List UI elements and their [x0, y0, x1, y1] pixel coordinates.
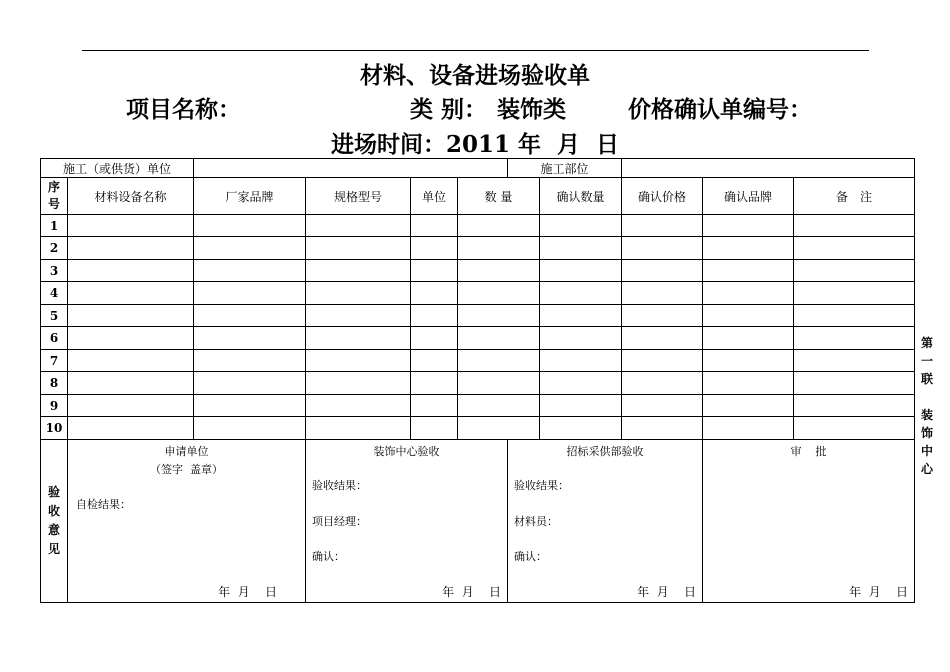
table-row — [41, 372, 915, 395]
decoration-confirm-label: 确认： — [312, 550, 346, 563]
cell[interactable] — [68, 215, 194, 237]
col-remarks: 备 注 — [794, 178, 915, 215]
material-staff-label: 材料员： — [514, 515, 559, 528]
cell[interactable] — [794, 215, 915, 237]
decoration-date: 年 月 日 — [442, 585, 502, 599]
table-row — [41, 395, 915, 417]
cell[interactable] — [306, 395, 411, 417]
unit-label: 施工（或供货）单位 — [41, 159, 194, 178]
cell[interactable] — [411, 215, 458, 237]
decoration-center-title: 装饰中心验收 — [373, 445, 440, 458]
acceptance-row — [41, 440, 915, 603]
cell[interactable] — [540, 215, 622, 237]
cell[interactable] — [794, 350, 915, 372]
row-number: 8 — [41, 372, 68, 395]
category-value: 装饰类 — [497, 96, 566, 123]
row-number: 4 — [41, 282, 68, 305]
col-confirmed-price: 确认价格 — [622, 178, 703, 215]
seq-header: 序 号 — [41, 178, 68, 215]
cell[interactable] — [68, 327, 194, 350]
cell[interactable] — [540, 372, 622, 395]
cell[interactable] — [411, 372, 458, 395]
cell[interactable] — [458, 215, 540, 237]
cell[interactable] — [794, 372, 915, 395]
cell[interactable] — [68, 372, 194, 395]
cell[interactable] — [703, 260, 794, 282]
col-quantity: 数 量 — [458, 178, 540, 215]
cell[interactable] — [794, 260, 915, 282]
cell[interactable] — [794, 395, 915, 417]
table-row — [41, 305, 915, 327]
cell[interactable] — [540, 260, 622, 282]
acceptance-form-table — [40, 158, 915, 603]
procurement-date: 年 月 日 — [637, 585, 697, 599]
cell[interactable] — [794, 327, 915, 350]
row-number: 6 — [41, 327, 68, 350]
applicant-section[interactable] — [68, 440, 306, 603]
cell[interactable] — [458, 395, 540, 417]
cell[interactable] — [306, 417, 411, 440]
cell[interactable] — [540, 305, 622, 327]
applicant-subtitle: （签字 盖章） — [150, 463, 223, 476]
cell[interactable] — [540, 327, 622, 350]
col-material-name: 材料设备名称 — [68, 178, 194, 215]
cell[interactable] — [540, 417, 622, 440]
price-confirm-number-label: 价格确认单编号： — [628, 96, 812, 123]
cell[interactable] — [411, 260, 458, 282]
cell[interactable] — [411, 282, 458, 305]
cell[interactable] — [194, 395, 306, 417]
acceptance-label: 验 收 意 见 — [41, 440, 68, 603]
procurement-title: 招标采供部验收 — [566, 445, 644, 458]
approval-date: 年 月 日 — [849, 585, 909, 599]
cell[interactable] — [306, 215, 411, 237]
cell[interactable] — [194, 260, 306, 282]
procurement-section[interactable] — [508, 440, 703, 603]
cell[interactable] — [622, 260, 703, 282]
row-number: 10 — [41, 417, 68, 440]
cell[interactable] — [306, 372, 411, 395]
cell[interactable] — [194, 350, 306, 372]
row-number: 5 — [41, 305, 68, 327]
row-number: 1 — [41, 215, 68, 237]
cell[interactable] — [540, 350, 622, 372]
row-number: 3 — [41, 260, 68, 282]
category-label: 类 别： — [410, 96, 488, 123]
cell[interactable] — [703, 305, 794, 327]
cell[interactable] — [703, 215, 794, 237]
cell[interactable] — [703, 417, 794, 440]
top-rule — [82, 50, 869, 51]
cell[interactable] — [458, 350, 540, 372]
cell[interactable] — [306, 327, 411, 350]
unit-field[interactable] — [194, 159, 508, 178]
document-title: 材料、设备进场验收单 — [360, 62, 590, 89]
cell[interactable] — [622, 215, 703, 237]
cell[interactable] — [703, 372, 794, 395]
cell[interactable] — [194, 417, 306, 440]
cell[interactable] — [458, 237, 540, 260]
unit-row — [41, 159, 915, 178]
cell[interactable] — [194, 372, 306, 395]
table-row — [41, 327, 915, 350]
cell[interactable] — [458, 260, 540, 282]
table-row — [41, 260, 915, 282]
column-header-row — [41, 178, 915, 215]
cell[interactable] — [194, 237, 306, 260]
cell[interactable] — [68, 350, 194, 372]
cell[interactable] — [306, 350, 411, 372]
cell[interactable] — [622, 417, 703, 440]
cell[interactable] — [622, 395, 703, 417]
cell[interactable] — [622, 350, 703, 372]
cell[interactable] — [411, 305, 458, 327]
approval-section[interactable] — [703, 440, 915, 603]
table-row — [41, 282, 915, 305]
cell[interactable] — [194, 327, 306, 350]
procurement-result-label: 验收结果： — [514, 479, 570, 492]
cell[interactable] — [194, 305, 306, 327]
cell[interactable] — [622, 327, 703, 350]
project-name-label: 项目名称： — [126, 96, 241, 123]
cell[interactable] — [703, 395, 794, 417]
cell[interactable] — [68, 305, 194, 327]
dept-field[interactable] — [622, 159, 915, 178]
cell[interactable] — [68, 237, 194, 260]
table-row — [41, 350, 915, 372]
entry-time — [0, 126, 950, 159]
cell[interactable] — [306, 305, 411, 327]
cell[interactable] — [411, 395, 458, 417]
cell[interactable] — [622, 237, 703, 260]
dept-label: 施工部位 — [508, 159, 622, 178]
cell[interactable] — [306, 282, 411, 305]
cell[interactable] — [411, 237, 458, 260]
table-row — [41, 417, 915, 440]
cell[interactable] — [540, 395, 622, 417]
cell[interactable] — [306, 260, 411, 282]
table-row — [41, 215, 915, 237]
row-number: 2 — [41, 237, 68, 260]
row-number: 7 — [41, 350, 68, 372]
cell[interactable] — [540, 237, 622, 260]
col-brand: 厂家品牌 — [194, 178, 306, 215]
row-number: 9 — [41, 395, 68, 417]
cell[interactable] — [703, 327, 794, 350]
table-row — [41, 237, 915, 260]
cell[interactable] — [458, 305, 540, 327]
cell[interactable] — [703, 350, 794, 372]
applicant-title: 申请单位 — [164, 445, 209, 458]
cell[interactable] — [68, 260, 194, 282]
cell[interactable] — [703, 282, 794, 305]
procurement-confirm-label: 确认： — [514, 550, 548, 563]
col-unit: 单位 — [411, 178, 458, 215]
entry-time-label: 进场时间： — [330, 131, 446, 158]
decoration-result-label: 验收结果： — [312, 479, 368, 492]
cell[interactable] — [622, 305, 703, 327]
cell[interactable] — [411, 417, 458, 440]
cell[interactable] — [68, 417, 194, 440]
cell[interactable] — [794, 282, 915, 305]
cell[interactable] — [794, 305, 915, 327]
copy-note-side-label: 第 一 联 装 饰 中 心 — [920, 336, 933, 476]
cell[interactable] — [306, 237, 411, 260]
cell[interactable] — [411, 327, 458, 350]
col-confirmed-brand: 确认品牌 — [703, 178, 794, 215]
cell[interactable] — [458, 372, 540, 395]
cell[interactable] — [194, 282, 306, 305]
cell[interactable] — [458, 417, 540, 440]
project-manager-label: 项目经理： — [312, 515, 368, 528]
cell[interactable] — [68, 395, 194, 417]
col-confirmed-qty: 确认数量 — [540, 178, 622, 215]
cell[interactable] — [411, 350, 458, 372]
cell[interactable] — [794, 417, 915, 440]
cell[interactable] — [622, 282, 703, 305]
cell[interactable] — [458, 282, 540, 305]
cell[interactable] — [458, 327, 540, 350]
applicant-date: 年 月 日 — [218, 585, 278, 599]
cell[interactable] — [540, 282, 622, 305]
approval-title: 审 批 — [790, 445, 827, 458]
entry-time-value: 2011 年 月 日 — [445, 131, 620, 158]
col-spec: 规格型号 — [306, 178, 411, 215]
self-check-label: 自检结果： — [76, 498, 131, 511]
cell[interactable] — [194, 215, 306, 237]
cell[interactable] — [794, 237, 915, 260]
cell[interactable] — [622, 372, 703, 395]
cell[interactable] — [68, 282, 194, 305]
cell[interactable] — [703, 237, 794, 260]
decoration-center-section[interactable] — [306, 440, 508, 603]
